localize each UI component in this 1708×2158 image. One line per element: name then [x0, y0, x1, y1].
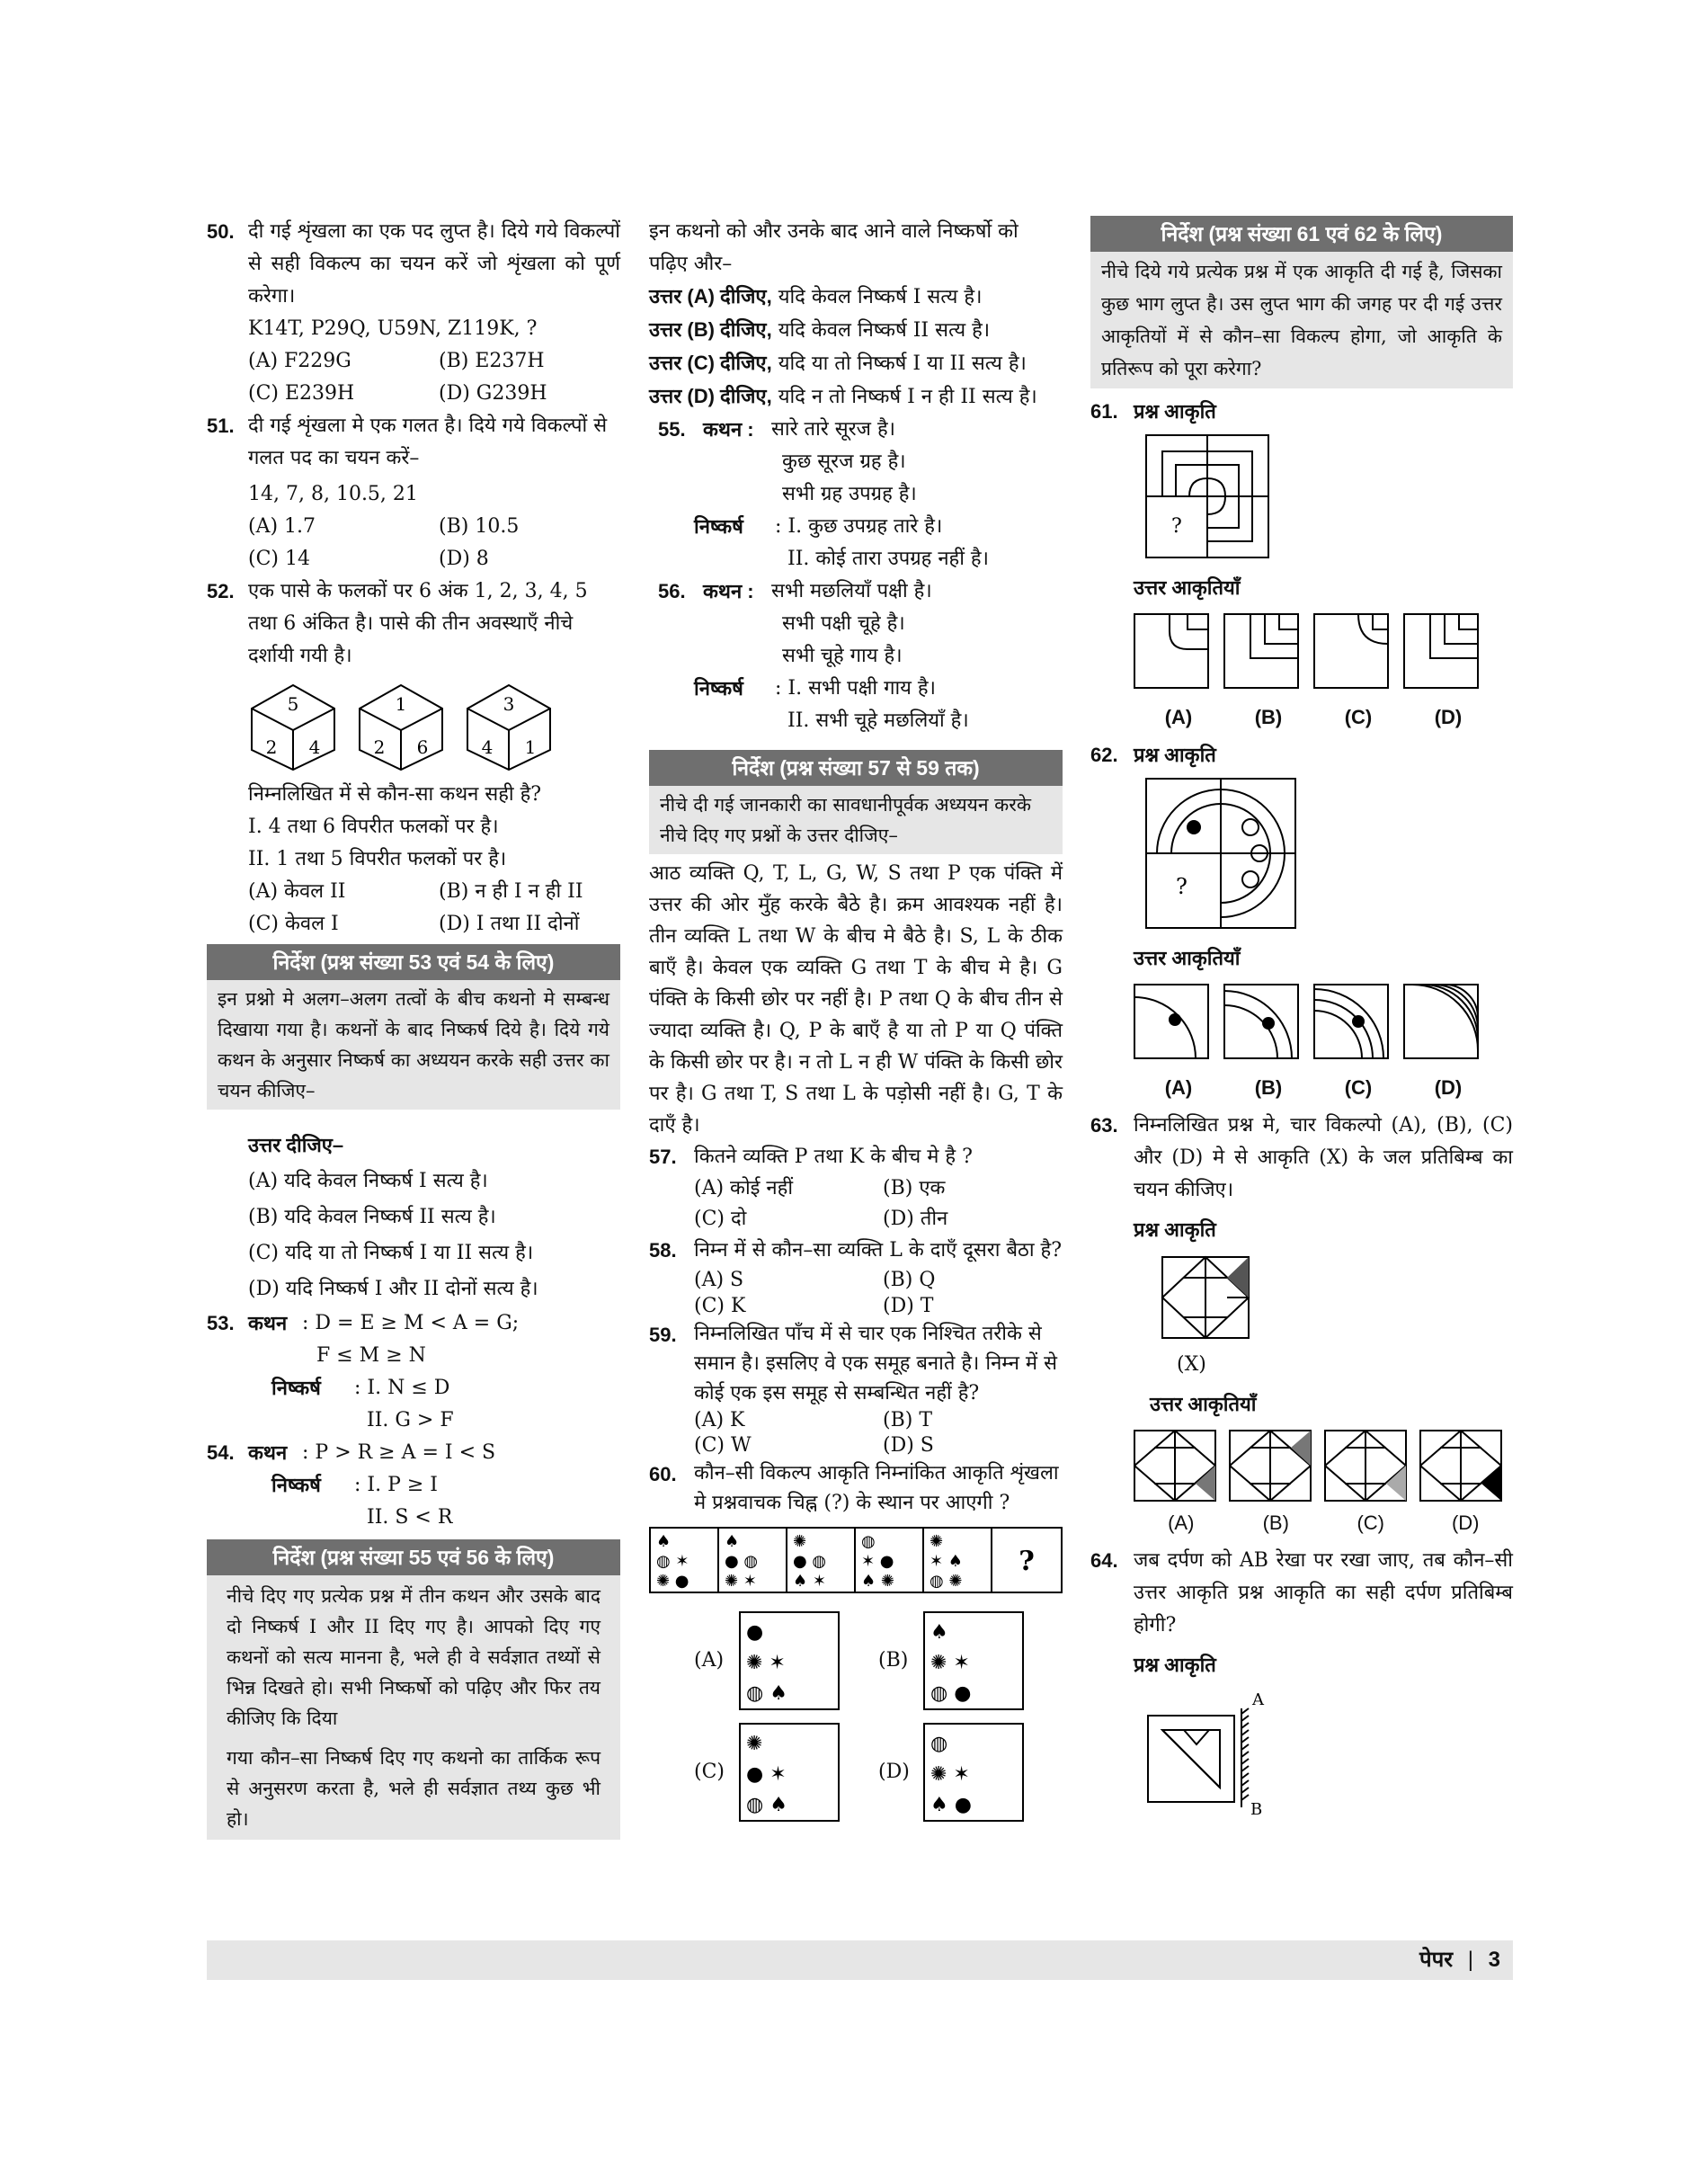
option-d[interactable]: (D) I तथा II दोनों [439, 913, 580, 935]
dice-3 [464, 682, 554, 771]
option-a[interactable]: (A) F229G [248, 350, 351, 372]
svg-text:♠ ✺: ♠ ✺ [861, 1572, 894, 1591]
footer-label: पेपर [1419, 1948, 1454, 1972]
q61-option-labels [1134, 701, 1513, 734]
question-number: 64. [1090, 1549, 1118, 1572]
svg-text:◍: ◍ [930, 1733, 948, 1755]
q62-option-c-figure[interactable] [1313, 984, 1389, 1059]
kathan-label: कथन [248, 1441, 288, 1464]
q63-answer-figures [1134, 1430, 1513, 1502]
svg-text:✺: ✺ [746, 1733, 763, 1755]
q62-option-d-figure[interactable] [1403, 984, 1479, 1059]
option-b[interactable]: (B) एक [883, 1177, 946, 1199]
dice-top: 3 [503, 693, 515, 715]
q61-answer-figures [1134, 613, 1513, 689]
conclusion-1: : I. सभी पक्षी गाय है। [775, 677, 936, 700]
option-d[interactable]: (D) T [883, 1295, 934, 1317]
options [694, 1267, 1063, 1319]
column-right [1090, 216, 1513, 1816]
question-number: 63. [1090, 1114, 1118, 1137]
q63-option-a-figure[interactable] [1134, 1430, 1216, 1502]
direction-header-55-56: निर्देश (प्रश्न संख्या 55 एवं 56 के लिए) [207, 1539, 620, 1575]
q62-option-a-label[interactable]: (A) [1164, 1076, 1193, 1099]
answer-figures-label: उत्तर आकृतियाँ [1150, 1393, 1257, 1415]
options [248, 876, 620, 941]
option-c[interactable]: (C) दो [694, 1208, 747, 1230]
option-a[interactable]: (A) K [694, 1409, 745, 1431]
option-c[interactable]: (C) E239H [248, 382, 355, 405]
series: K14T, P29Q, U59N, Z119K, ? [248, 317, 538, 340]
question-number: 60. [649, 1463, 677, 1485]
q60-answer-options [649, 1611, 1063, 1822]
question-number: 52. [207, 580, 235, 602]
option-a[interactable]: (A) कोई नहीं [694, 1177, 794, 1199]
answer-key-d: (D) यदि निष्कर्ष I और II दोनों सत्य है। [248, 1278, 538, 1300]
question-61 [1090, 396, 1513, 428]
figure-x-label: (X) [1177, 1353, 1206, 1376]
q63-option-b-figure[interactable] [1229, 1430, 1312, 1502]
statement-1: I. 4 तथा 6 विपरीत फलकों पर है। [248, 816, 499, 838]
question-number: 55. [658, 418, 686, 441]
q61-option-a-figure[interactable] [1134, 613, 1209, 689]
svg-text:✺ ✶: ✺ ✶ [930, 1763, 970, 1786]
question-number: 54. [207, 1441, 235, 1464]
answer-figures-label: उत्तर आकृतियाँ [1134, 947, 1241, 969]
svg-text:✺: ✺ [793, 1532, 807, 1551]
option-c[interactable]: (C) ✺ ● ✶ ◍ ♠ [694, 1723, 878, 1822]
answer-figures-label: उत्तर आकृतियाँ [1134, 576, 1241, 599]
statement-cont: F ≤ M ≥ N [316, 1344, 426, 1367]
question-64 [1090, 1545, 1513, 1681]
q62-option-b-figure[interactable] [1223, 984, 1299, 1059]
option-d-figure [923, 1723, 1024, 1822]
option-b[interactable]: (B) 10.5 [439, 515, 520, 538]
question-text: दी गई शृंखला मे एक गलत है। दिये गये विकल्पों से गलत पद का चयन करें– [248, 415, 608, 469]
q62-option-d-label[interactable]: (D) [1434, 1076, 1463, 1099]
question-55 [649, 414, 1063, 575]
answer-key-c: (C) यदि या तो निष्कर्ष I या II सत्य है। [248, 1242, 534, 1264]
q63-option-b-label[interactable]: (B) [1262, 1511, 1289, 1534]
direction-body-55-56 [207, 1575, 620, 1840]
nishkarsh-label: निष्कर्ष [694, 677, 743, 700]
q63-option-c-label[interactable]: (C) [1357, 1511, 1385, 1534]
question-number: 51. [207, 415, 235, 437]
svg-text:♠: ♠ [930, 1621, 948, 1644]
nishkarsh-label: निष्कर्ष [271, 1474, 321, 1496]
answer-key-heading: उत्तर दीजिए– [248, 1134, 344, 1156]
options [248, 345, 620, 410]
question-number: 53. [207, 1312, 235, 1334]
question-51 [207, 410, 620, 575]
q63-option-a-label[interactable]: (A) [1168, 1511, 1195, 1534]
svg-text:◍ ♠: ◍ ♠ [746, 1682, 787, 1705]
option-c-figure [739, 1723, 840, 1822]
q62-question-figure [1144, 777, 1297, 930]
q61-option-c-label[interactable]: (C) [1344, 706, 1373, 728]
symbol-series-figure [649, 1527, 1063, 1593]
statement-1: सभी मछलियाँ पक्षी है। [771, 580, 932, 602]
statement-2: II. 1 तथा 5 विपरीत फलकों पर है। [248, 848, 507, 870]
option-c[interactable]: (C) K [694, 1295, 746, 1317]
answer-key-b: (B) यदि केवल निष्कर्ष II सत्य है। [248, 1206, 496, 1228]
question-text: एक पासे के फलकों पर 6 अंक 1, 2, 3, 4, 5 तथा 6 अंकित है। पासे की तीन अवस्थाएँ नीचे दर्शायी गयी है। [248, 580, 588, 667]
option-d[interactable]: (D) 8 [439, 548, 489, 570]
statement-3: सभी ग्रह उपग्रह है। [782, 483, 917, 505]
option-a[interactable]: (A) S [694, 1269, 744, 1291]
conclusion-1: : I. N ≤ D [354, 1377, 450, 1399]
option-b-figure [923, 1611, 1024, 1710]
conclusion-2: II. सभी चूहे मछलियाँ है। [787, 709, 969, 732]
option-d[interactable]: (D) G239H [439, 382, 547, 405]
svg-text:◍ ♠: ◍ ♠ [746, 1794, 787, 1816]
dice-top: 5 [287, 693, 299, 715]
svg-text:♠: ♠ [725, 1532, 740, 1551]
q61-option-b-label[interactable]: (B) [1254, 706, 1283, 728]
svg-text:◍: ◍ [861, 1532, 876, 1551]
direction-header-61-62: निर्देश (प्रश्न संख्या 61 एवं 62 के लिए) [1090, 216, 1513, 252]
svg-text:◍ ✶: ◍ ✶ [656, 1552, 689, 1571]
question-mark: ? [1176, 874, 1188, 899]
statement: : D = E ≥ M < A = G; [302, 1312, 520, 1334]
q61-option-b-figure[interactable] [1223, 613, 1299, 689]
question-52 [207, 575, 620, 941]
options [694, 1173, 1063, 1235]
svg-text:✶ ●: ✶ ● [861, 1552, 894, 1571]
svg-text:♠ ●: ♠ ● [930, 1794, 972, 1816]
svg-text:●: ● [746, 1621, 764, 1644]
option-d[interactable]: (D) ◍ ✺ ✶ ♠ ● [878, 1723, 1063, 1822]
question-number: 56. [658, 580, 686, 602]
q62-option-c-label[interactable]: (C) [1344, 1076, 1373, 1099]
question-text: जब दर्पण को AB रेखा पर रखा जाए, तब कौन–सी उत्तर आकृति प्रश्न आकृति का सही दर्पण प्रतिबिम्ब होगी? [1134, 1549, 1513, 1636]
answer-rule-b: उत्तर (B) दीजिए, यदि केवल निष्कर्ष II सत्य है। [649, 318, 991, 342]
option-a[interactable]: (A) ● ✺ ✶ ◍ ♠ [694, 1611, 878, 1710]
option-d[interactable]: (D) तीन [883, 1208, 948, 1230]
question-text: निम्नलिखित पाँच में से चार एक निश्चित तरीके से समान है। इसलिए वे एक समूह बनाते है। निम्न में से कोई एक इस समूह से सम्बन्धित नहीं है? [694, 1323, 1057, 1404]
page-footer [207, 1940, 1513, 1980]
dice-left: 2 [265, 736, 278, 758]
question-figure-label: प्रश्न आकृति [1134, 1654, 1216, 1676]
kathan-label: कथन : [703, 418, 754, 441]
option-b[interactable]: (B) न ही I न ही II [439, 880, 583, 903]
svg-text:◍ ●: ◍ ● [930, 1682, 972, 1705]
question-figure-label: प्रश्न आकृति [1134, 1218, 1216, 1241]
dice-right: 6 [416, 736, 429, 758]
dice-top: 1 [395, 693, 407, 715]
option-d[interactable]: (D) S [883, 1434, 934, 1457]
answer-rule-c: उत्तर (C) दीजिए, यदि या तो निष्कर्ष I या II सत्य है। [649, 352, 1027, 375]
mirror-point-b: B [1250, 1800, 1263, 1816]
conclusion-2: II. G > F [367, 1409, 454, 1431]
option-c[interactable]: (C) W [694, 1434, 752, 1457]
svg-text:✺: ✺ [930, 1532, 944, 1551]
q63-option-d-figure[interactable] [1419, 1430, 1502, 1502]
dice-right: 4 [308, 736, 321, 758]
direction-body-57-59: नीचे दी गई जानकारी का सावधानीपूर्वक अध्ययन करके नीचे दिए गए प्रश्नों के उत्तर दीजिए– [649, 786, 1063, 854]
question-mark: ? [1019, 1546, 1035, 1577]
q63-question-figure [1161, 1255, 1250, 1340]
question-50 [207, 216, 620, 410]
svg-text:◍ ✺: ◍ ✺ [930, 1572, 963, 1591]
question-58 [649, 1235, 1063, 1319]
question-text: निम्न में से कौन–सा व्यक्ति L के दाएँ दूसरा बैठा है? [694, 1239, 1063, 1262]
dice-2 [356, 682, 446, 771]
question-number: 59. [649, 1324, 677, 1346]
answer-rule-d: उत्तर (D) दीजिए, यदि न तो निष्कर्ष I न ही II सत्य है। [649, 385, 1037, 408]
question-number: 58. [649, 1239, 677, 1262]
q61-option-a-label[interactable]: (A) [1164, 706, 1193, 728]
question-text: कौन–सी विकल्प आकृति निम्नांकित आकृति शृंखला मे प्रश्नवाचक चिह्न (?) के स्थान पर आएगी ? [694, 1462, 1059, 1514]
question-number: 50. [207, 220, 235, 243]
svg-text:✺ ✶: ✺ ✶ [746, 1652, 786, 1674]
option-b[interactable]: (B) T [883, 1409, 932, 1431]
q62-option-labels [1134, 1072, 1513, 1104]
answer-key-53-54 [207, 1128, 620, 1307]
svg-text:♠ ✶: ♠ ✶ [793, 1572, 826, 1591]
column-middle [649, 216, 1063, 1822]
question-59 [649, 1319, 1063, 1458]
dice-figures [248, 682, 620, 771]
svg-text:✺ ●: ✺ ● [656, 1572, 689, 1591]
series: 14, 7, 8, 10.5, 21 [248, 483, 418, 505]
mirror-point-a: A [1252, 1690, 1264, 1709]
svg-text:♠: ♠ [656, 1532, 672, 1551]
conclusion-1: : I. P ≥ I [354, 1474, 438, 1496]
q63-option-c-figure[interactable] [1324, 1430, 1407, 1502]
question-62 [1090, 739, 1513, 771]
q61-question-figure [1144, 433, 1270, 559]
question-ask: निम्नलिखित में से कौन-सा कथन सही है? [248, 783, 542, 806]
question-mark: ? [1171, 515, 1182, 538]
svg-text:● ✶: ● ✶ [746, 1763, 787, 1786]
question-53 [207, 1307, 620, 1437]
q61-option-c-figure[interactable] [1313, 613, 1389, 689]
q62-answer-figures [1134, 984, 1513, 1059]
conclusion-2: II. S < R [367, 1506, 453, 1529]
q61-option-d-figure[interactable] [1403, 613, 1479, 689]
statement-2: कुछ सूरज ग्रह है। [782, 450, 906, 473]
dice-left: 4 [481, 736, 494, 758]
page-number: 3 [1488, 1948, 1500, 1972]
direction-text-1: नीचे दिए गए प्रत्येक प्रश्न में तीन कथन और उसके बाद दो निष्कर्ष I और II दिए गए है। आपको दिए गए कथनों को सत्य मानना है, भले ही वे सर्वज्ञात तथ्यों से भिन्न दिखते हो। सभी निष्कर्षो को पढ़िए और फिर तय कीजिए कि दिया [227, 1585, 600, 1729]
statement-2: सभी पक्षी चूहे है। [782, 612, 905, 635]
option-b[interactable]: (B) Q [883, 1269, 936, 1291]
svg-text:● ◍: ● ◍ [793, 1552, 827, 1571]
question-number: 57. [649, 1146, 677, 1168]
options [248, 511, 620, 575]
option-c[interactable]: (C) केवल I [248, 913, 339, 935]
direction-header-53-54: निर्देश (प्रश्न संख्या 53 एवं 54 के लिए) [207, 944, 620, 980]
question-figure-label: प्रश्न आकृति [1134, 744, 1216, 766]
dice-1 [248, 682, 338, 771]
kathan-label: कथन [248, 1312, 288, 1334]
question-60 [649, 1458, 1063, 1518]
footer-separator: | [1467, 1948, 1473, 1972]
svg-text:✺ ✶: ✺ ✶ [725, 1572, 757, 1591]
option-a[interactable]: (A) केवल II [248, 880, 346, 903]
kathan-label: कथन : [703, 580, 754, 602]
direction-body-61-62: नीचे दिये गये प्रत्येक प्रश्न में एक आकृति दी गई है, जिसका कुछ भाग लुप्त है। उस लुप्त भाग की जगह पर दी गई उत्तर आकृतियों में से कौन–सा विकल्प होगा, जो आकृति के प्रतिरूप को पूरा करेगा? [1090, 252, 1513, 388]
conclusion-1: : I. कुछ उपग्रह तारे है। [775, 515, 943, 538]
question-text: कितने व्यक्ति P तथा K के बीच मे है ? [694, 1146, 973, 1168]
statement: : P > R ≥ A = I < S [302, 1441, 496, 1464]
option-b[interactable]: (B) ♠ ✺ ✶ ◍ ● [878, 1611, 1063, 1710]
direction-header-57-59: निर्देश (प्रश्न संख्या 57 से 59 तक) [649, 750, 1063, 786]
q63-option-labels [1134, 1507, 1513, 1539]
dice-left: 2 [373, 736, 386, 758]
svg-text:✺ ✶: ✺ ✶ [930, 1652, 970, 1674]
option-c[interactable]: (C) 14 [248, 548, 310, 570]
question-57 [649, 1141, 1063, 1235]
q62-option-a-figure[interactable] [1134, 984, 1209, 1059]
q64-question-figure [1144, 1690, 1270, 1816]
q61-option-d-label[interactable]: (D) [1434, 706, 1463, 728]
svg-text:● ◍: ● ◍ [725, 1552, 759, 1571]
question-number: 61. [1090, 400, 1118, 423]
page-number-area [1419, 1944, 1500, 1974]
option-a[interactable]: (A) 1.7 [248, 515, 316, 538]
q63-option-d-label[interactable]: (D) [1451, 1511, 1480, 1534]
option-a-figure [739, 1611, 840, 1710]
q62-option-b-label[interactable]: (B) [1254, 1076, 1283, 1099]
nishkarsh-label: निष्कर्ष [271, 1377, 321, 1399]
answer-rule-a: उत्तर (A) दीजिए, यदि केवल निष्कर्ष I सत्य है। [649, 285, 983, 308]
question-figure-label: प्रश्न आकृति [1134, 400, 1216, 423]
question-text: निम्नलिखित प्रश्न मे, चार विकल्पो (A), (B), (C) और (D) मे से आकृति (X) के जल प्रतिबिम्ब का चयन कीजिए। [1134, 1114, 1513, 1201]
conclusion-2: II. कोई तारा उपग्रह नहीं है। [787, 548, 989, 570]
options [694, 1408, 1063, 1458]
direction-body-53-54: इन प्रश्नो मे अलग–अलग तत्वों के बीच कथनो मे सम्बन्ध दिखाया गया है। कथनों के बाद निष्कर्ष दिये है। दिये गये कथन के अनुसार निष्कर्ष का अध्ययन करके सही उत्तर का चयन कीजिए– [207, 980, 620, 1110]
intro-text: इन कथनो को और उनके बाद आने वाले निष्कर्षो को पढ़िए और– [649, 220, 1019, 275]
column-left [207, 216, 620, 1840]
question-54 [207, 1437, 620, 1534]
direction-text-2: गया कौन–सा निष्कर्ष दिए गए कथनो का तार्किक रूप से अनुसरण करता है, भले ही सर्वज्ञात तथ्य कुछ भी हो। [227, 1747, 600, 1830]
passage: आठ व्यक्ति Q, T, L, G, W, S तथा P एक पंक्ति में उत्तर की ओर मुँह करके बैठे है। क्रम आवश्यक नहीं है। तीन व्यक्ति L तथा W के बीच मे बैठे है। S, L के ठीक बाएँ है। केवल एक व्यक्ति G तथा T के बीच मे है। G पंक्ति के किसी छोर पर नहीं है। P तथा Q के बीच तीन से ज्यादा व्यक्ति है। Q, P के बाएँ है या तो P या Q पंक्ति के किसी छोर पर है। न तो L न ही W पंक्ति के किसी छोर पर है। G तथा T, S तथा L के पड़ोसी नहीं है। G, T के दाएँ है। [649, 862, 1063, 1137]
dice-right: 1 [524, 736, 537, 758]
question-text: दी गई शृंखला का एक पद लुप्त है। दिये गये विकल्पों से सही विकल्प का चयन करें जो शृंखला को पूर्ण करेगा। [248, 220, 620, 308]
statement-1: सारे तारे सूरज है। [771, 418, 895, 441]
question-63 [1090, 1110, 1513, 1246]
question-56 [649, 575, 1063, 737]
svg-text:✶ ♠: ✶ ♠ [930, 1552, 963, 1571]
option-b[interactable]: (B) E237H [439, 350, 545, 372]
nishkarsh-label: निष्कर्ष [694, 515, 743, 538]
statement-3: सभी चूहे गाय है। [782, 645, 903, 667]
answer-key-a: (A) यदि केवल निष्कर्ष I सत्य है। [248, 1170, 488, 1192]
question-number: 62. [1090, 744, 1118, 766]
